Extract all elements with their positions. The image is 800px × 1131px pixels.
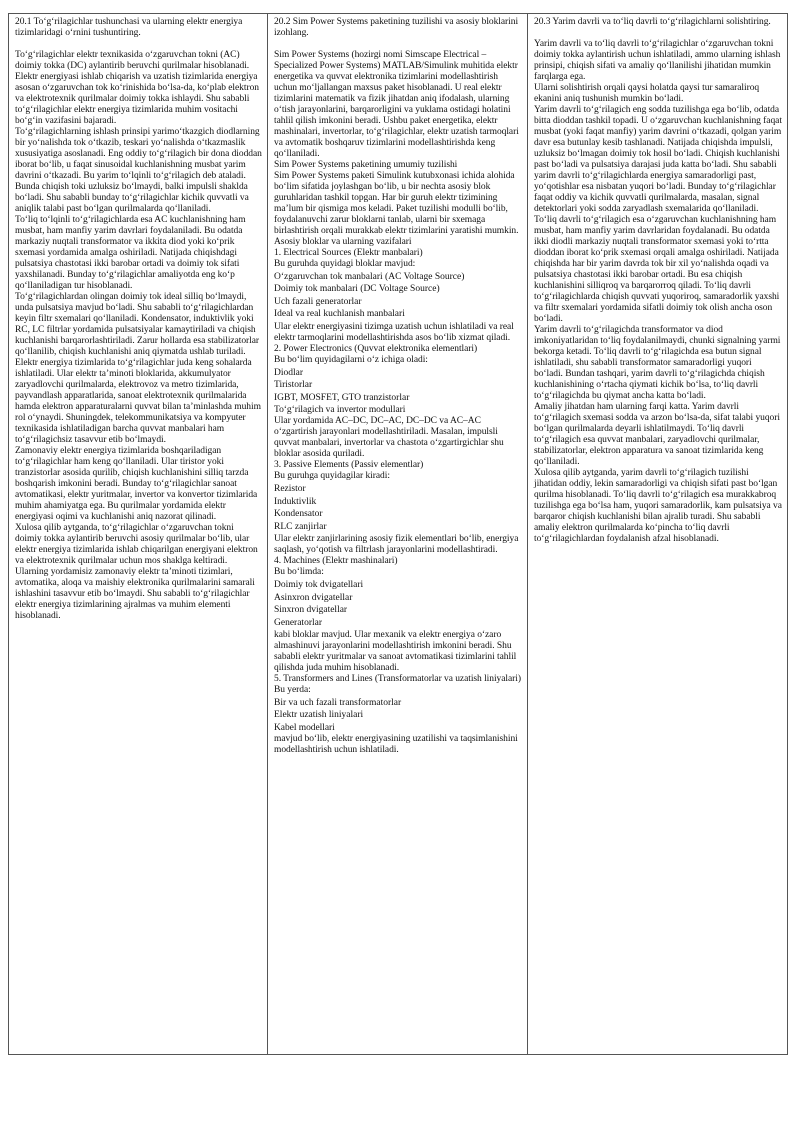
list-power-electronics <box>274 368 522 404</box>
spacer <box>274 39 522 50</box>
spacer <box>534 28 782 39</box>
section-text: Ular elektr energiyasini tizimga uzatish uchun ishlatiladi va real elektr tarmoqlarini modellashtirishda asos bo‘lib xizmat qiladi. 2. Power Electronics (Quvvat elektronika elementlari) Bu bo‘lim quyidagilarni o‘z ichiga oladi: <box>274 321 514 365</box>
column-simpowersystems <box>268 14 528 1054</box>
section-text: To‘g‘rilagich va invertor modullari Ular yordamida AC–DC, DC–AC, DC–DC va AC–AC o‘zgartirish jarayonlari modellashtiriladi. Masalan, impulsli quvvat manbalari, invertorlar va chastota o‘zgartirgichlar shu bloklar asosida quriladi. 3. Passive Elements (Passiv elementlar) Bu guruhga quyidagilar kiradi: <box>274 405 504 482</box>
section-body: To‘g‘rilagichlar elektr texnikasida o‘zgaruvchan tokni (AC) doimiy tokka (DC) aylantirib beruvchi qurilmalar hisoblanadi. Elektr energiyasi ishlab chiqarish va uzatish tizimlarida energiya asosan o‘zgaruvchan tok ko‘rinishida bo‘lsa-da, ko‘plab elektron va elektrotexnik qurilmalar doimiy tokka ishlaydi. Shu sababli to‘g‘rilagichlar elektr energiya tizimlarida muhim vositachi bo‘g‘in vazifasini bajaradi. To‘g‘rilagichlarning ishlash prinsipi yarimo‘tkazgich diodlarning bir yo‘nalishda tok o‘tkazib, teskari yo‘nalishda o‘tkazmaslik xususiyatiga asoslanadi. Eng oddiy to‘g‘rilagich bir dona dioddan iborat bo‘lib, u faqat sinusoidal kuchlanishning musbat yarim davrini o‘tkazadi. Bu yarim to‘lqinli to‘g‘rilagich deb ataladi. Bunda chiqish toki uzluksiz bo‘lmaydi, balki impulsli shaklda bo‘ladi. Shu sababli bunday to‘g‘rilagichlar kichik quvvatli va aniqlik talabi past bo‘lgan qurilmalarda qo‘llaniladi. To‘liq to‘lqinli to‘g‘rilagichlarda esa AC kuchlanishning ham musbat, ham manfiy yarim davrlari foydalaniladi. Bu odatda markaziy nuqtali transformator va ikkita diod yoki ko‘prik sxemasi yordamida amalga oshiriladi. Natijada chiqishdagi pulsatsiya chastotasi ikki barobar ortadi va doimiy tok sifati yaxshilanadi. Bunday to‘g‘rilagichlar amaliyotda eng ko‘p qo‘llaniladigan tur hisoblanadi. To‘g‘rilagichlardan olingan doimiy tok ideal silliq bo‘lmaydi, unda pulsatsiya mavjud bo‘ladi. Shu sababli to‘g‘rilagichlardan keyin filtr sxemalari qo‘llaniladi. Kondensator, induktivlik yoki RC, LC filtrlar yordamida pulsatsiyalar kamaytiriladi va chiqish kuchlanishi barqarorlashtiriladi. Zarur hollarda esa stabilizatorlar qo‘llanilib, chiqish kuchlanishi aniq qiymatda ushlab turiladi. Elektr energiya tizimlarida to‘g‘rilagichlar juda keng sohalarda ishlatiladi. Ular elektr ta’minoti bloklarida, akkumulyator zaryadlovchi qurilmalarda, elektrovoz va metro tizimlarida, payvandlash apparatlarida, sanoat elektrotexnik qurilmalarida hamda elektron apparaturalarni quvvat bilan ta’minlashda muhim rol o‘ynaydi. Shuningdek, telekommunikatsiya va kompyuter texnikasida ishlatiladigan barcha quvvat manbalari ham to‘g‘rilagichsiz tasavvur etib bo‘lmaydi. Zamonaviy elektr energiya tizimlarida boshqariladigan to‘g‘rilagichlar ham keng qo‘llaniladi. Ular tiristor yoki tranzistorlar asosida qurilib, chiqish kuchlanishini silliq tarzda boshqarish imkonini beradi. Bunday to‘g‘rilagichlar sanoat avtomatikasi, elektr yuritmalar, invertor va konvertor tizimlarida muhim ahamiyatga ega. Bu qurilmalar yordamida elektr energiyasi oqimi va kuchlanishi aniq nazorat qilinadi. Xulosa qilib aytganda, to‘g‘rilagichlar o‘zgaruvchan tokni doimiy tokka aylantirib beruvchi asosiy qurilmalar bo‘lib, ular elektr energiya tizimlarida ishlab chiqarilgan energiyani elektron va elektrotexnik qurilmalar uchun mos shaklga keltiradi. Ularning yordamisiz zamonaviy elektr ta’minoti tizimlari, avtomatika, aloqa va maishiy elektronika qurilmalarini samarali ishlashini tasavvur etib bo‘lmaydi. Shu sababli to‘g‘rilagichlar elektr energiya tizimlarining ajralmas va muhim elementi hisoblanadi. <box>15 50 262 621</box>
list-item: Asinxron dvigatellar <box>274 592 353 603</box>
list-item: RLC zanjirlar <box>274 521 327 532</box>
section-heading: 20.1 To‘g‘rilagichlar tushunchasi va ularning elektr energiya tizimlaridagi o‘rnini tushuntiring. <box>15 17 243 38</box>
list-item: Doimiy tok dvigatellari <box>274 579 364 590</box>
list-item: Elektr uzatish liniyalari <box>274 710 364 721</box>
list-item: O‘zgaruvchan tok manbalari (AC Voltage Source) <box>274 271 465 282</box>
list-passive-elements <box>274 484 522 533</box>
section-text: kabi bloklar mavjud. Ular mexanik va elektr energiya o‘zaro almashinuvi jarayonlarini modellashtirish imkonini beradi. Shu sababli elektr yuritmalar va sanoat avtomatikasi tizimlarini tahlil qilishda juda muhim hisoblanadi. 5. Transformers and Lines (Transformatorlar va uzatish liniyalari) Bu yerda: <box>274 630 521 696</box>
list-item: IGBT, MOSFET, GTO tranzistorlar <box>274 392 410 403</box>
list-item: Kondensator <box>274 509 323 520</box>
list-item: Diodlar <box>274 367 304 378</box>
section-text: Ular elektr zanjirlarining asosiy fizik elementlari bo‘lib, energiya saqlash, yo‘qotish va filtrlash jarayonlarini modellashtiradi. 4. Machines (Elektr mashinalari) Bu bo‘limda: <box>274 534 519 578</box>
section-intro: Sim Power Systems (hozirgi nomi Simscape Electrical – Specialized Power Systems) MATLAB/Simulink muhitida elektr energetika va quvvat elektronika tizimlarini modellashtirish uchun mo‘ljallangan maxsus paket hisoblanadi. U real elektr tizimlarini matematik va fizik jihatdan aniq ifodalash, ularning o‘tish jarayonlarini, barqarorligini va yuklama ostidagi holatini tahlil qilish imkonini beradi. Ushbu paket energetika, elektr mashinalari, invertorlar, to‘g‘rilagichlar, elektr uzatish tarmoqlari va avtomatik boshqaruv tizimlarini modellashtirishda keng qo‘llaniladi. Sim Power Systems paketining umumiy tuzilishi Sim Power Systems paketi Simulink kutubxonasi ichida alohida bo‘lim sifatida joylashgan bo‘lib, u bir nechta asosiy blok guruhlaridan tashkil topgan. Har bir guruh elektr tizimining ma’lum bir qismiga mos keladi. Paket tuzilishi modulli bo‘lib, foydalanuvchi zarur bloklarni tanlab, ularni bir sxemaga birlashtirish orqali murakkab elektr tizimlarini yaratishi mumkin. Asosiy bloklar va ularning vazifalari 1. Electrical Sources (Elektr manbalari) Bu guruhda quyidagi bloklar mavjud: <box>274 50 519 269</box>
list-item: Induktivlik <box>274 496 317 507</box>
list-machines <box>274 580 522 629</box>
list-item: Sinxron dvigatellar <box>274 605 348 616</box>
list-item: Bir va uch fazali transformatorlar <box>274 697 402 708</box>
list-item: Rezistor <box>274 483 306 494</box>
list-item: Generatorlar <box>274 617 322 628</box>
list-transformers <box>274 698 522 722</box>
section-body: Yarim davrli va to‘liq davrli to‘g‘rilagichlar o‘zgaruvchan tokni doimiy tokka aylantirish uchun ishlatiladi, ammo ularning ishlash prinsipi, chiqish sifati va amaliy qo‘llanilishi jihatidan mumkin farqlarga ega. Ularni solishtirish orqali qaysi holatda qaysi tur samaraliroq ekanini aniq tushunish mumkin bo‘ladi. Yarim davrli to‘g‘rilagich eng sodda tuzilishga ega bo‘lib, odatda bitta dioddan tashkil topadi. U o‘zgaruvchan kuchlanishning faqat musbat (yoki faqat manfiy) yarim davrini o‘tkazadi, qolgan yarim davr esa butunlay kesib tashlanadi. Natijada chiqishda impulsli, uzluksiz bo‘lmagan doimiy tok hosil bo‘ladi. Chiqish kuchlanishi past bo‘ladi va pulsatsiya darajasi juda katta bo‘ladi. Shu sababli yarim davrli to‘g‘rilagichlarda energiya samaradorligi past, yo‘qotishlar esa nisbatan yuqori bo‘ladi. Bunday to‘g‘rilagichlar faqat oddiy va kichik quvvatli qurilmalarda, masalan, signal detektorlari yoki sodda zaryadlash sxemalarida qo‘llaniladi. To‘liq davrli to‘g‘rilagich esa o‘zgaruvchan kuchlanishning ham musbat, ham manfiy yarim davrlaridan foydalanadi. Bu odatda ikki diodli markaziy nuqtali transformator sxemasi yoki to‘rtta dioddan iborat ko‘prik sxemasi orqali amalga oshiriladi. Natijada chiqishda har bir yarim davrda tok bir xil yo‘nalishda oqadi va pulsatsiya chastotasi ikki barobar ortadi. Bu esa chiqish kuchlanishini silliqroq va barqarorroq qiladi. To‘liq davrli to‘g‘rilagichlarda chiqish quvvati yuqoriroq, samaradorlik yaxshi va filtr sxemalari yordamida sifatli doimiy tok olish ancha oson bo‘ladi. Yarim davrli to‘g‘rilagichda transformator va diod imkoniyatlaridan to‘liq foydalanilmaydi, chunki signalning yarmi bekorga ketadi. To‘liq davrli to‘g‘rilagichda esa butun signal ishlatiladi, shu sababli transformator samaradorligi yuqori bo‘ladi. Bundan tashqari, yarim davrli to‘g‘rilagichda chiqish kuchlanishining o‘rtacha qiymati kichik bo‘lsa, to‘liq davrli to‘g‘rilagichda bu qiymat ancha katta bo‘ladi. Amaliy jihatdan ham ularning farqi katta. Yarim davrli to‘g‘rilagich sxemasi sodda va arzon bo‘lsa-da, sifat talabi yuqori bo‘lgan qurilmalarda deyarli ishlatilmaydi. To‘liq davrli to‘g‘rilagich esa quvvat manbalari, zaryadlovchi qurilmalar, stabilizatorlar, elektron apparatura va sanoat tizimlarida keng qo‘llaniladi. Xulosa qilib aytganda, yarim davrli to‘g‘rilagich tuzilishi jihatidan oddiy, lekin samaradorligi va chiqish sifati past bo‘lgan qurilma hisoblanadi. To‘liq davrli to‘g‘rilagich esa murakkabroq tuzilishga ega bo‘lsa ham, yuqori samaradorlik, kam pulsatsiya va barqaror chiqish kuchlanishi bilan ajralib turadi. Shu sababli amaliy elektron qurilmalarda ko‘pincha to‘liq davrli to‘g‘rilagichlardan foydalanish afzal hisoblanadi. <box>534 39 782 544</box>
list-electrical-sources <box>274 272 522 321</box>
list-item: Uch fazali generatorlar <box>274 296 362 307</box>
list-item: Tiristorlar <box>274 380 313 391</box>
column-rectifier-comparison <box>528 14 787 1054</box>
list-item: Ideal va real kuchlanish manbalari <box>274 309 405 320</box>
list-item: Doimiy tok manbalari (DC Voltage Source) <box>274 284 440 295</box>
spacer <box>15 39 262 50</box>
document-table <box>8 13 788 1055</box>
section-text: Kabel modellari mavjud bo‘lib, elektr energiyasining uzatilishi va taqsimlanishini modellashtirish uchun ishlatiladi. <box>274 723 518 756</box>
column-rectifiers-concept <box>9 14 268 1054</box>
section-heading: 20.2 Sim Power Systems paketining tuzilishi va asosiy bloklarini izohlang. <box>274 17 519 38</box>
section-heading: 20.3 Yarim davrli va to‘liq davrli to‘g‘rilagichlarni solishtiring. <box>534 17 771 27</box>
